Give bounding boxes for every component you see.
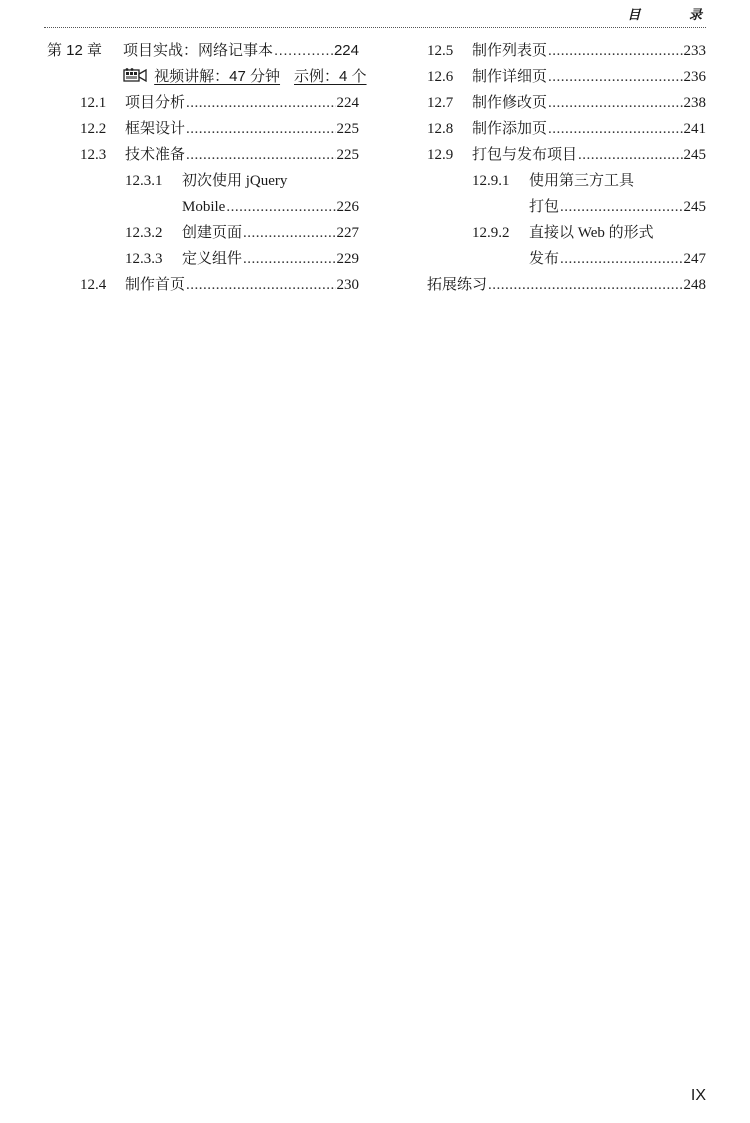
entry-page: 241 <box>683 121 706 137</box>
dot-leader <box>186 90 335 116</box>
entry-number: 12.1 <box>80 95 107 111</box>
toc-entry-12-3-1-cont[interactable] <box>47 194 359 220</box>
toc-entry-12-9-2[interactable] <box>427 220 706 246</box>
toc-entry-12-2[interactable] <box>47 116 359 142</box>
toc-entry-12-3-2[interactable] <box>47 220 359 246</box>
header-title: 目 录 <box>627 8 724 23</box>
entry-title: 制作添加页 <box>472 121 548 137</box>
entry-title: 初次使用 jQuery <box>182 173 288 189</box>
video-text <box>154 68 366 85</box>
toc-entry-12-3-1[interactable] <box>47 168 359 194</box>
entry-page: 245 <box>683 147 706 163</box>
toc-entry-exercise[interactable] <box>427 272 706 298</box>
entry-title: 项目分析 <box>125 95 186 111</box>
dot-leader <box>560 194 682 220</box>
entry-title: 制作详细页 <box>472 69 548 85</box>
dot-leader <box>548 64 682 90</box>
entry-number: 12.7 <box>427 95 454 111</box>
toc-right-column <box>427 38 706 298</box>
dot-leader <box>548 38 682 64</box>
toc-entry-12-6[interactable] <box>427 64 706 90</box>
entry-page: 247 <box>683 251 706 267</box>
entry-page: 233 <box>683 43 706 59</box>
video-info[interactable] <box>47 64 367 90</box>
toc-entry-12-9-1-cont[interactable] <box>427 194 706 220</box>
entry-title: 打包与发布项目 <box>472 147 578 163</box>
entry-number: 12.9.1 <box>472 173 510 189</box>
toc-entry-12-9-1[interactable] <box>427 168 706 194</box>
dot-leader <box>488 272 682 298</box>
entry-title: 使用第三方工具 <box>529 173 635 189</box>
entry-number: 12.9.2 <box>472 225 510 241</box>
entry-page: 245 <box>683 199 706 215</box>
entry-title: 制作首页 <box>125 277 186 293</box>
entry-page: 226 <box>336 199 359 215</box>
entry-page: 229 <box>336 251 359 267</box>
entry-page: 230 <box>336 277 359 293</box>
toc-entry-12-3-3[interactable] <box>47 246 359 272</box>
entry-title-cont: Mobile <box>182 199 226 215</box>
entry-number: 12.8 <box>427 121 454 137</box>
toc-left-column <box>47 38 367 298</box>
entry-page: 225 <box>336 147 359 163</box>
dot-leader <box>548 116 682 142</box>
entry-page: 227 <box>336 225 359 241</box>
dot-leader <box>186 272 335 298</box>
entry-page: 238 <box>683 95 706 111</box>
dot-leader <box>548 90 682 116</box>
entry-page: 224 <box>336 95 359 111</box>
running-header <box>44 0 724 28</box>
chapter-page: 224 <box>333 42 359 59</box>
entry-number: 12.5 <box>427 43 454 59</box>
entry-page: 225 <box>336 121 359 137</box>
toc-chapter-12[interactable] <box>47 38 359 64</box>
toc-entry-12-5[interactable] <box>427 38 706 64</box>
dot-leader <box>226 194 335 220</box>
toc-entry-12-8[interactable] <box>427 116 706 142</box>
entry-number: 12.3.2 <box>125 225 163 241</box>
entry-number: 12.9 <box>427 147 454 163</box>
video-examples: 示例：4 个 <box>294 68 367 85</box>
entry-number: 12.6 <box>427 69 454 85</box>
dot-leader <box>274 38 333 64</box>
entry-title: 框架设计 <box>125 121 186 137</box>
page-number: IX <box>690 1087 706 1104</box>
video-duration: 视频讲解：47 分钟 <box>154 68 281 85</box>
entry-number: 12.2 <box>80 121 107 137</box>
entry-number: 12.3 <box>80 147 107 163</box>
chapter-number: 第 12 章 <box>47 42 103 59</box>
entry-page: 236 <box>683 69 706 85</box>
toc-entry-12-1[interactable] <box>47 90 359 116</box>
video-camera-icon <box>123 68 147 82</box>
dot-leader <box>186 142 335 168</box>
toc-entry-12-9[interactable] <box>427 142 706 168</box>
dot-leader <box>186 116 335 142</box>
dot-leader <box>243 220 335 246</box>
toc-entry-12-7[interactable] <box>427 90 706 116</box>
dot-leader <box>560 246 682 272</box>
entry-title: 制作修改页 <box>472 95 548 111</box>
entry-title: 拓展练习 <box>427 277 488 293</box>
entry-page: 248 <box>683 277 706 293</box>
entry-title: 创建页面 <box>182 225 243 241</box>
chapter-title: 项目实战：网络记事本 <box>123 42 274 59</box>
entry-title: 技术准备 <box>125 147 186 163</box>
entry-title-cont: 打包 <box>529 199 560 215</box>
entry-number: 12.3.3 <box>125 251 163 267</box>
toc-entry-12-4[interactable] <box>47 272 359 298</box>
entry-title: 制作列表页 <box>472 43 548 59</box>
entry-title-cont: 发布 <box>529 251 560 267</box>
entry-number: 12.4 <box>80 277 107 293</box>
dot-leader <box>243 246 335 272</box>
entry-title: 定义组件 <box>182 251 243 267</box>
toc-entry-12-3[interactable] <box>47 142 359 168</box>
entry-title: 直接以 Web 的形式 <box>529 225 654 241</box>
dot-leader <box>578 142 682 168</box>
entry-number: 12.3.1 <box>125 173 163 189</box>
toc-entry-12-9-2-cont[interactable] <box>427 246 706 272</box>
